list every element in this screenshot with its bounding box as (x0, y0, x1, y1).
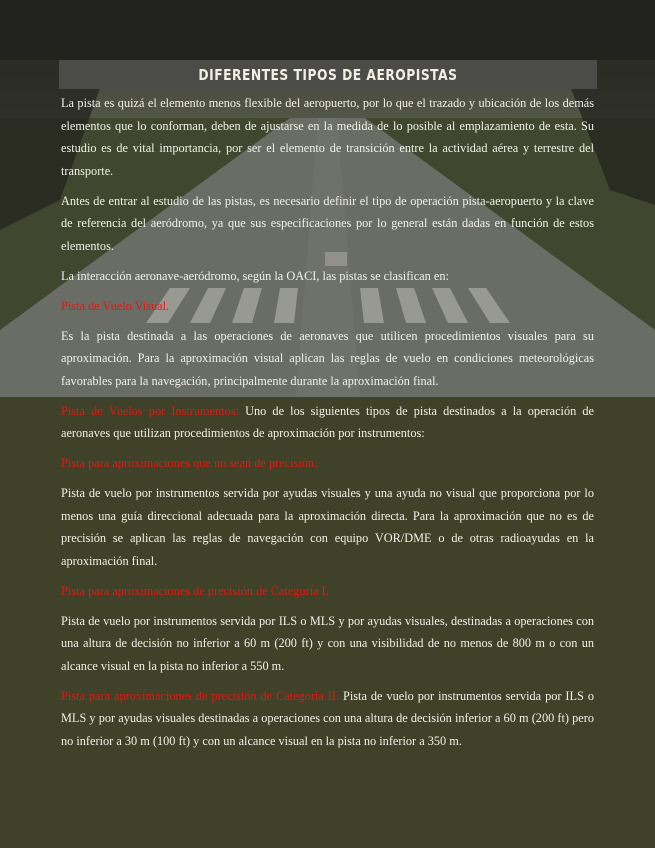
category-1-heading: Pista para aproximaciones de precisión de Categoría I. (61, 583, 329, 598)
page-title: DIFERENTES TIPOS DE AEROPISTAS (198, 65, 458, 84)
non-precision-heading: Pista para aproximaciones que no sean de precisión. (61, 456, 318, 470)
visual-runway-heading: Pista de Vuelo Visual. (61, 298, 170, 313)
intro-paragraph-3: La interacción aeronave-aeródromo, según la OACI, las pistas se clasifican en: (61, 268, 449, 283)
category-2-heading: Pista para aproximaciones de precisión de Categoría II. (61, 688, 340, 703)
intro-paragraph-2: Antes de entrar al estudio de las pistas, es necesario definir el tipo de operación pista-aeropuerto y la clave de referencia del aeródromo, ya que sus especificaciones por lo general están dadas en función de estos elementos. (61, 193, 594, 253)
document-body (61, 92, 594, 760)
instrument-runway-body: Uno de los siguientes tipos de pista destinados a la operación de aeronaves que utilizan procedimientos de aproximación por instrumentos: (61, 403, 594, 440)
intro-paragraph-1: La pista es quizá el elemento menos flexible del aeropuerto, por lo que el trazado y ubicación de los demás elementos que lo conforman, deben de ajustarse en la medida de lo posible al emplazamiento de esta. Su estudio es de vital importancia, por ser el elemento de transición entre la actividad aérea y terrestre del transporte. (61, 96, 594, 178)
instrument-runway-paragraph (61, 400, 594, 445)
title-banner (59, 60, 597, 89)
visual-runway-body: Es la pista destinada a las operaciones de aeronaves que utilicen procedimientos visuales para su aproximación. Para la aproximación visual aplican las reglas de vuelo en condiciones meteorológicas favorables para la navegación, principalmente durante la aproximación final. (61, 328, 594, 388)
category-2-body: Pista de vuelo por instrumentos servida por ILS o MLS y por ayudas visuales destinadas a operaciones con una altura de decisión inferior a 60 m (200 ft) pero no inferior a 30 m (100 ft) y con un alcance visual en la pista no inferior a 350 m. (61, 688, 594, 748)
instrument-runway-heading: Pista de Vuelos por Instrumentos: (61, 403, 239, 418)
non-precision-body: Pista de vuelo por instrumentos servida por ayudas visuales y una ayuda no visual que proporciona por lo menos una guía direccional adecuada para la aproximación directa. Para la aproximación que no es de precisión se aplican las reglas de navegación con equipo VOR/DME o de otras radioayudas en la aproximación final. (61, 486, 594, 568)
category-2-paragraph (61, 685, 594, 753)
category-1-body: Pista de vuelo por instrumentos servida por ILS o MLS y por ayudas visuales, destinadas a operaciones con una altura de decisión no inferior a 60 m (200 ft) y con una visibilidad de no menos de 800 m o con un alcance visual en la pista no inferior a 550 m. (61, 613, 594, 673)
